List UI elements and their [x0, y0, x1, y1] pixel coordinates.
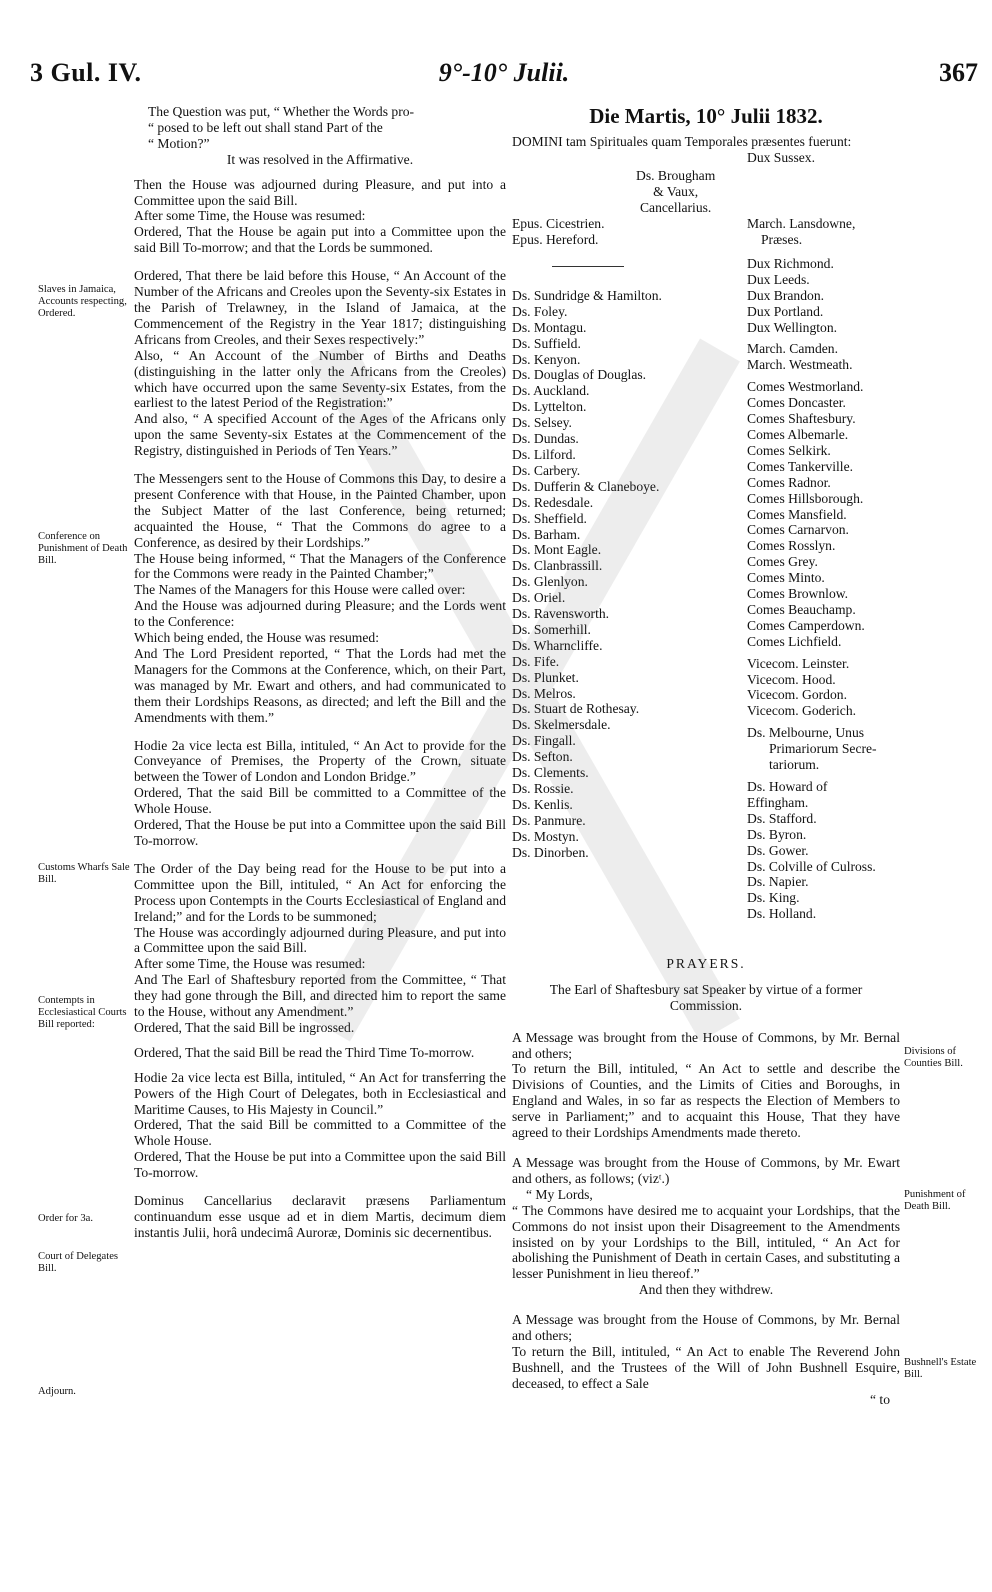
margin-note-delegates: Court of Delegates Bill. — [38, 1251, 119, 1274]
list-item: Vicecom. Gordon. — [747, 687, 847, 703]
list-item: March. Camden. — [747, 341, 838, 357]
margin-note-slaves: Slaves in Jamaica, Accounts respecting, Ordered. — [38, 284, 127, 319]
list-item: Comes Minto. — [747, 570, 825, 586]
list-item: Comes Selkirk. — [747, 442, 831, 458]
bishops-list: Epus. Cicestrien. Epus. Hereford. — [512, 215, 605, 247]
adjournment-latin: Dominus Cancellarius declaravit præsens Parliamentum continuandum esse usque ad et in diem Martis, decimum diem instantis Julii, horâ undecimâ Auroræ, Dominis sic decernentibus. — [134, 1193, 506, 1240]
lords-list — [747, 779, 877, 922]
adjournment-text: Then the House was adjourned during Pleasure, and put into a Committee upon the said Bill. — [134, 176, 506, 208]
margin-note-order3: Order for 3a. — [38, 1213, 94, 1224]
list-item: Ds. Melros. — [512, 685, 576, 701]
chancellor: Ds. Brougham & Vaux, Cancellarius. — [636, 167, 716, 215]
list-item: Ds. Napier. — [747, 874, 809, 890]
attendance-top — [512, 150, 900, 262]
list-item: Ds. Dinorben. — [512, 844, 589, 860]
barons-list — [512, 288, 662, 861]
message-punishment: A Message was brought from the House of Commons, by Mr. Ewart and others, as follows; (vizᵗ.) — [512, 1154, 900, 1186]
list-item: Ds. Glenlyon. — [512, 574, 588, 590]
list-item: Comes Brownlow. — [747, 586, 849, 602]
earls-list — [747, 379, 877, 649]
divider-rule — [552, 266, 624, 267]
list-item: Ds. Stuart de Rothesay. — [512, 701, 640, 717]
list-item: Comes Radnor. — [747, 474, 831, 490]
list-item: Ds. Colville of Culross. — [747, 858, 876, 874]
attendance-lists — [512, 255, 900, 942]
list-item: Ds. Rossie. — [512, 781, 574, 796]
list-item: Ds. Sefton. — [512, 749, 573, 765]
sitting-date-title: Die Martis, 10° Julii 1832. — [589, 104, 823, 128]
slaves-order: Ordered, That there be laid before this House, “ An Account of the Number of the Africans and Creoles upon the Seventy-six Estates in the Parish of Trelawney, in the Island of Jamaica, at the Commencement of the Registry in the Year 1817; distinguishing Africans from Creoles, and their Sexes respectively:” — [134, 268, 506, 347]
list-item: Ds. Douglas of Douglas. — [512, 367, 647, 383]
marquesses-list — [747, 341, 877, 373]
prayers-heading: PRAYERS. — [666, 955, 746, 971]
dukes-list — [747, 256, 877, 336]
list-item: Ds. Clanbrassill. — [512, 558, 603, 574]
list-item: Dux Brandon. — [747, 287, 825, 303]
list-item: Ds. Fingall. — [512, 733, 576, 749]
list-item: Ds. Wharncliffe. — [512, 637, 603, 653]
list-item: Ds. Foley. — [512, 303, 568, 319]
melbourne-entry: Ds. Melbourne, Unus Primariorum Secre- tariorum. — [747, 725, 877, 773]
margin-note-contempts: Contempts in Ecclesiastical Courts Bill reported: — [38, 995, 127, 1030]
margin-note-punishment: Punishment of Death Bill. — [904, 1189, 966, 1212]
question-block: The Question was put, “ Whether the Words pro- “ posed to be left out shall stand Part of the “ Motion?” — [148, 104, 415, 151]
list-item: Effingham. — [747, 794, 809, 810]
message-divisions: A Message was brought from the House of Commons, by Mr. Bernal and others; — [512, 1029, 900, 1061]
list-item: Comes Albemarle. — [747, 426, 849, 442]
message-bushnell: A Message was brought from the House of Commons, by Mr. Bernal and others; — [512, 1312, 900, 1344]
contempts-bill: The Order of the Day being read for the House to be put into a Committee upon the Bill, intituled, “ An Act for enforcing the Process upon Contempts in the Courts Ecclesiastical of England and Ireland;” and for the Lords to be summoned; — [134, 860, 506, 924]
list-item: Comes Shaftesbury. — [747, 411, 856, 427]
list-item: Comes Doncaster. — [747, 395, 846, 411]
list-item: Ds. Lilford. — [512, 446, 576, 462]
list-item: Comes Grey. — [747, 554, 818, 570]
margin-note-divisions: Divisions of Counties Bill. — [904, 1046, 963, 1069]
list-item: Ds. Stafford. — [747, 810, 817, 826]
list-item: Vicecom. Goderich. — [747, 703, 857, 719]
list-item: Ds. Carbery. — [512, 462, 581, 478]
list-item: Comes Tankerville. — [747, 458, 854, 474]
list-item: Ds. Mont Eagle. — [512, 542, 602, 558]
customs-bill: Hodie 2a vice lecta est Billa, intituled, “ An Act to provide for the Conveyance of Premises, the Property of the Crown, situate between the Tower of London and London Bridge.” — [134, 737, 506, 785]
list-item: Ds. Somerhill. — [512, 621, 591, 637]
list-item: Ds. Lyttelton. — [512, 399, 587, 415]
list-item: Ds. Montagu. — [512, 319, 587, 335]
lord-president: March. Lansdowne, Præses. — [747, 215, 856, 247]
page-header — [30, 58, 978, 98]
list-item: Ds. Kenlis. — [512, 796, 573, 812]
regnal-year: 3 Gul. IV. — [30, 58, 142, 87]
list-item: Ds. Panmure. — [512, 812, 586, 828]
list-item: Ds. Dufferin & Claneboye. — [512, 478, 660, 494]
list-item: Vicecom. Hood. — [747, 671, 836, 687]
list-item: March. Westmeath. — [747, 357, 853, 373]
list-item: Comes Mansfield. — [747, 506, 847, 522]
list-item: Comes Westmorland. — [747, 379, 864, 395]
resolution: It was resolved in the Affirmative. — [226, 151, 414, 167]
list-item: Ds. Selsey. — [512, 415, 572, 431]
list-item: Ds. Gower. — [747, 842, 809, 858]
list-item: Comes Beauchamp. — [747, 601, 856, 617]
list-item: Ds. Auckland. — [512, 383, 590, 399]
list-item: Comes Camperdown. — [747, 617, 865, 633]
list-item: Ds. Byron. — [747, 826, 807, 842]
list-item: Comes Carnarvon. — [747, 522, 849, 538]
viscounts-list — [747, 656, 877, 720]
list-item: Ds. Redesdale. — [512, 494, 594, 510]
left-column: The Question was put, “ Whether the Words pro- “ posed to be left out shall stand Part of the “ Motion?” It was resolved in the Affirmative. Then the House was adjourned during Pleasure, and put into a Committee upon the said Bill. After some Time, the House was resumed: Ordered, That the House be again put into a Committee upon the said Bill To-morrow; and that the Lords be summoned. Ordered, That there be laid before this House, “ An Account of the Number of the Africans and Creoles upon the Seventy-six Estates in the Parish of Trelawney, in the Island of Jamaica, at the Commencement of the Registry in the Year 1817; distinguishing Africans from Creoles, and their Sexes respectively:” Also, “ An Account of the Number of Births and Deaths (distinguishing in the latter only the Africans from the Creoles) which have occurred upon the same Seventy-six Estates, from the earliest to the latest Period of the Registration:” And also, “ A specified Account of the Ages of the Africans only upon the same Seventy-six Estates at the Commencement of the Registry, distinguished in Periods of Ten Years.” The Messengers sent to the House of Commons this Day, to desire a present Conference with that House, in the Painted Chamber, upon the Subject Matter of the last Conference, being returned; acquainted the House, “ That the Commons do agree to a Conference, as desired by their Lordships.” The House being informed, “ That the Managers of the Conference for the Commons were ready in the Painted Chamber;” The Names of the Managers for this House were called over: And the House was adjourned during Pleasure; and the Lords went to the Conference: Which being ended, the House was resumed: And The Lord President reported, “ That the Lords had met the Managers for the Commons at the Conference, which, on their Part, was managed by Mr. Ewart and others, and had communicated to them their Lordships Reasons, as directed; and left the Bill and the Amendments with them.” Hodie 2a vice lecta est Billa, intituled, “ An Act to provide for the Conveyance of Premises, the Property of the Crown, situate between the Tower of London and London Bridge.” Ordered, That the said Bill be committed to a Committee of the Whole House. Ordered, That the House be put into a Committee upon the said Bill To-morrow. The Order of the Day being read for the House to be put into a Committee upon the Bill, intituled, “ An Act for enforcing the Process upon Contempts in the Courts Ecclesiastical of England and Ireland;” and for the Lords to be summoned; The House was accordingly adjourned during Pleasure, and put into a Committee upon the said Bill. After some Time, the House was resumed: And The Earl of Shaftesbury reported from the Committee, “ That they had gone through the Bill, and directed him to report the same to the House, without any Amendment.” Ordered, That the said Bill be ingrossed. Ordered, That the said Bill be read the Third Time To-morrow. Hodie 2a vice lecta est Billa, intituled, “ An Act for transferring the Powers of the High Court of Delegates, both in Ecclesiastical and Maritime Causes, to His Majesty in Council.” Ordered, That the said Bill be committed to a Committee of the Whole House. Ordered, That the House be put into a Committee upon the said Bill To-morrow. Dominus Cancellarius declaravit præsens Parliamentum continuandum esse usque ad et in diem Martis, decimum diem instantis Julii, horâ undecimâ Auroræ, Dominis sic decernentibus. — [134, 104, 506, 1240]
margin-note-conference: Conference on Punishment of Death Bill. — [38, 531, 128, 566]
list-item: Ds. Kenyon. — [512, 351, 581, 367]
list-item: Ds. Howard of — [747, 779, 828, 794]
list-item: Comes Rosslyn. — [747, 538, 836, 554]
list-item: Dux Richmond. — [747, 255, 834, 271]
page-number: 367 — [939, 58, 978, 87]
list-item: Comes Hillsborough. — [747, 490, 864, 506]
right-column: Die Martis, 10° Julii 1832. DOMINI tam Spirituales quam Temporales præsentes fuerunt: Ds. Brougham & Vaux, Cancellarius. Dux Sussex. Epus. Cicestrien. Epus. Hereford. March. Lansdowne, Præses. Ds. Sundridge & Hamilton. Ds. Foley. Ds. Montagu. Ds. Suffield. Ds. Kenyon. Ds. Douglas of Douglas. Ds. Auckland. Ds. Lyttelton. Ds. Selsey. Ds. Dundas. Ds. Lilford. Ds. Carbery. Ds. Dufferin & Claneboye. Ds. Redesdale. Ds. Sheffield. Ds. Barham. Ds. Mont Eagle. Ds. Clanbrassill. Ds. Glenlyon. Ds. Oriel. Ds. Ravensworth. Ds. Somerhill. Ds. Wharncliffe. Ds. Fife. Ds. Plunket. Ds. Melros. Ds. Stuart de Rothesay. Ds. Skelmersdale. Ds. Fingall. Ds. Sefton. Ds. Clements. Ds. Rossie. Ds. Kenlis. Ds. Panmure. Ds. Mostyn. Ds. Dinorben. Dux Richmond. Dux Leeds. Dux Brandon. Dux Portland. Dux Wellington. March. Camden. March. Westmeath. Comes Westmorland. Comes Doncaster. Comes Shaftesbury. Comes Albemarle. Comes Selkirk. Comes Tankerville. Comes Radnor. Comes Hillsborough. Comes Mansfield. Comes Carnarvon. Comes Rosslyn. Comes Grey. Comes Minto. Comes Brownlow. Comes Beauchamp. Comes Camperdown. Comes Lichfield. Vicecom. Leinster. Vicecom. Hood. Vicecom. Gordon. Vicecom. Goderich. Ds. Melbourne, Unus Primariorum Secre- tariorum. Ds. Howard of Effingham. Ds. Stafford. Ds. Byron. Ds. Gower. Ds. Colville of Culross. Ds. Napier. Ds. King. Ds. Holland. PRAYERS. The Earl of Shaftesbury sat Speaker by virtue of a former Commission. A Message was brought from the House of Commons, by Mr. Bernal and others; To return the Bill, intituled, “ An Act to settle and describe the Divisions of Counties, and the Limits of Cities and Boroughs, in England and Wales, in so far as respects the Election of Members to serve in Parliament;” and to acquaint this House, That they have agreed to their Lordships Amendments made thereto. A Message was brought from the House of Commons, by Mr. Ewart and others, as follows; (vizᵗ.) “ My Lords, “ The Commons have desired me to acquaint your Lordships, that the Commons do not insist upon their Disagreement to the Amendments insisted on by your Lordships to the Bill, intituled, “ An Act for abolishing the Punishment of Death in certain Cases, and substituting a lesser Punishment in lieu thereof.” And then they withdrew. A Message was brought from the House of Commons, by Mr. Bernal and others; To return the Bill, intituled, “ An Act to enable The Reverend John Bushnell, and the Trustees of the Will of John Bushnell Esquire, deceased, to effect a Sale “ to — [512, 104, 900, 1407]
conference-report: The Messengers sent to the House of Commons this Day, to desire a present Conference with that House, in the Painted Chamber, upon the Subject Matter of the last Conference, being returned; acquainted the House, “ That the Commons do agree to a Conference, as desired by their Lordships.” — [134, 471, 506, 550]
margin-note-adjourn: Adjourn. — [38, 1386, 76, 1397]
third-reading-order: Ordered, That the said Bill be read the Third Time To-morrow. — [134, 1044, 475, 1060]
list-item: Ds. Barham. — [512, 526, 581, 542]
list-item: Comes Lichfield. — [747, 633, 842, 649]
peers-list — [747, 256, 877, 922]
list-item: Ds. Oriel. — [512, 590, 566, 606]
list-item: Dux Portland. — [747, 303, 824, 319]
list-item: Dux Leeds. — [747, 271, 810, 287]
list-item: Ds. Plunket. — [512, 669, 579, 685]
list-item: Ds. Dundas. — [512, 431, 579, 447]
margin-note-customs: Customs Wharfs Sale Bill. — [38, 862, 130, 885]
dux-sussex: Dux Sussex. — [747, 149, 815, 165]
list-item: Ds. Ravensworth. — [512, 606, 610, 622]
list-item: Dux Wellington. — [747, 319, 838, 335]
list-item: Vicecom. Leinster. — [747, 655, 850, 671]
margin-note-bushnell: Bushnell's Estate Bill. — [904, 1357, 977, 1380]
list-item: Ds. King. — [747, 890, 800, 906]
delegates-bill: Hodie 2a vice lecta est Billa, intituled, “ An Act for transferring the Powers of the High Court of Delegates, both in Ecclesiastical and Maritime Causes, to His Majesty in Council.” — [134, 1069, 506, 1117]
list-item: Ds. Sundridge & Hamilton. — [512, 287, 662, 303]
domini-heading: DOMINI tam Spirituales quam Temporales præsentes fuerunt: — [512, 134, 852, 149]
list-item: Ds. Skelmersdale. — [512, 717, 611, 733]
list-item: Ds. Mostyn. — [512, 828, 579, 844]
list-item: Ds. Suffield. — [512, 335, 581, 351]
catchword: “ to — [869, 1391, 890, 1407]
list-item: Ds. Sheffield. — [512, 510, 587, 526]
list-item: Ds. Clements. — [512, 765, 589, 781]
date-heading: 9°-10° Julii. — [438, 58, 570, 87]
list-item: Ds. Holland. — [747, 906, 817, 922]
speaker-note: The Earl of Shaftesbury sat Speaker by virtue of a former Commission. — [549, 981, 863, 1013]
list-item: Ds. Fife. — [512, 653, 560, 669]
